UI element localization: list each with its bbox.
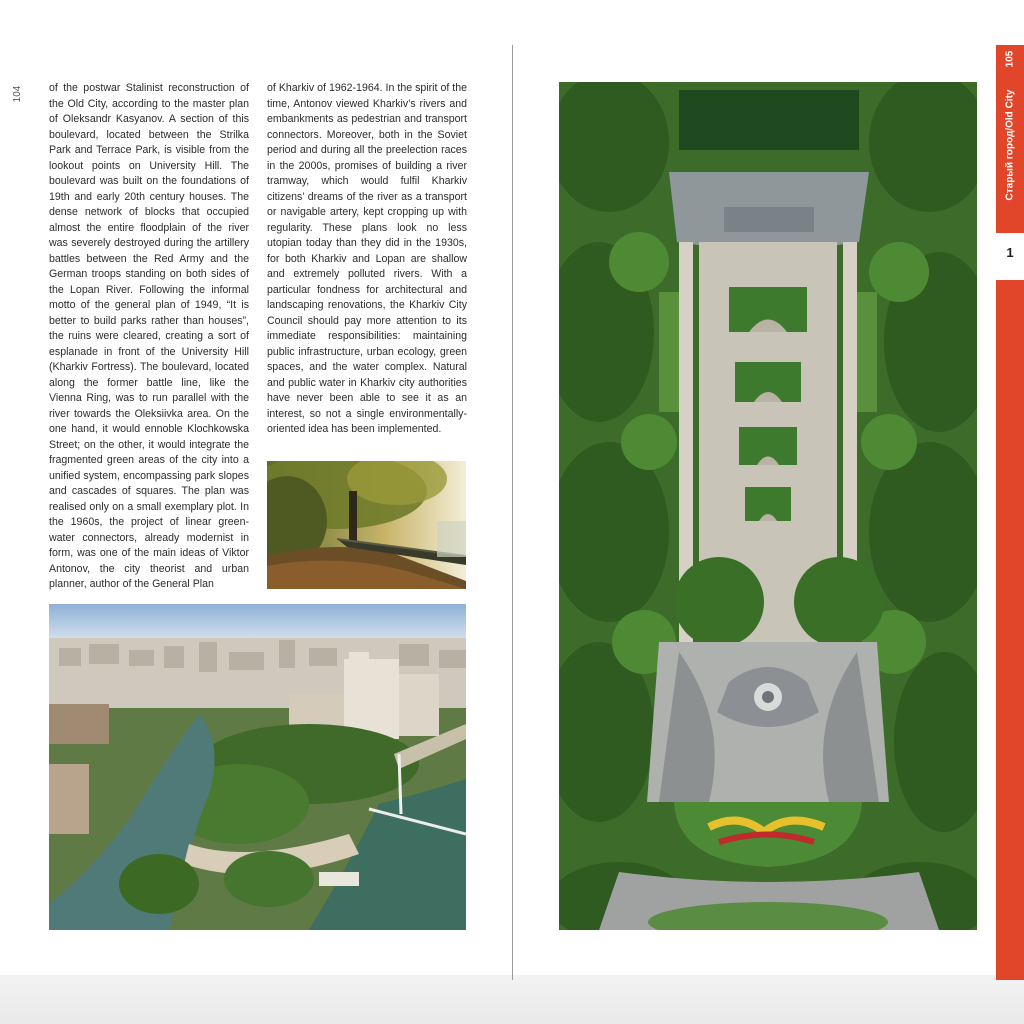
text-column-1 [49,81,249,593]
aerial-river-city-photo [49,604,466,930]
column1-paragraph: of the postwar Stalinist reconstruction of the Old City, according to the master plan of Oleksandr Kasyanov. A section of this boulevard, located between the Strilka Park and Terrace Park, is visible from the lookout points on University Hill. The boulevard was built on the foundations of 19th and early 20th century houses. The dense network of blocks that occupied almost the entire floodplain of the river was severely destroyed during the artillery battles between the Red Army and the German troops standing on both sides of the Lopan River. Following the informal motto of the general plan of 1949, “It is better to build parks rather than houses”, the ruins were cleared, creating a sort of esplanade in front of the University Hill (Kharkiv Fortress). The boulevard, located along the former battle line, like the Vienna Ring, was to run parallel with the river towards the Oleksiivka area. On the one hand, it would ennoble Klochkowska Street; on the other, it would integrate the fragmented green areas of the city into a unified system, encompassing park slopes and cascades of squares. The plan was realised only on a small exemplary plot. In the 1960s, the project of linear green-water connectors, already modernist in form, was one of the main ideas of Viktor Antonov, the city theorist and urban planner, author of the General Plan [49,82,249,590]
section-tab-title: Старый город/Old City [1004,89,1016,201]
chapter-number: 1 [1006,245,1014,260]
section-tab-bottom [996,280,1024,980]
park-embankment-photo [267,461,466,589]
page-bottom-shadow [0,975,1024,1024]
text-column-2 [267,81,467,438]
right-page-number: 105 [1004,50,1016,68]
aerial-park-boulevard-photo [559,82,977,930]
left-page-number: 104 [12,85,23,103]
book-gutter-line [512,45,513,980]
section-tab-labels [996,45,1024,233]
column2-paragraph: of Kharkiv of 1962-1964. In the spirit of the time, Antonov viewed Kharkiv’s rivers and embankments as pedestrian and transport connectors. Moreover, both in the Soviet period and during all the preelection races in the 2000s, promises of building a river tramway, which would fulfil Kharkiv citizens’ dreams of the river as a transport or navigable artery, kept cropping up with regularity. These plans look no less utopian today than they did in the 1930s, for both Kharkiv and Lopan are shallow and extremely polluted rivers. With a particular fondness for architectural and landscaping renovations, the Kharkiv City Council should pay more attention to its immediate responsibilities: maintaining public infrastructure, urban ecology, green spaces, and the water complex. Natural and public water in Kharkiv city authorities have never been able to see it as an interest, so not a single environmentally-oriented idea has been implemented. [267,82,467,435]
